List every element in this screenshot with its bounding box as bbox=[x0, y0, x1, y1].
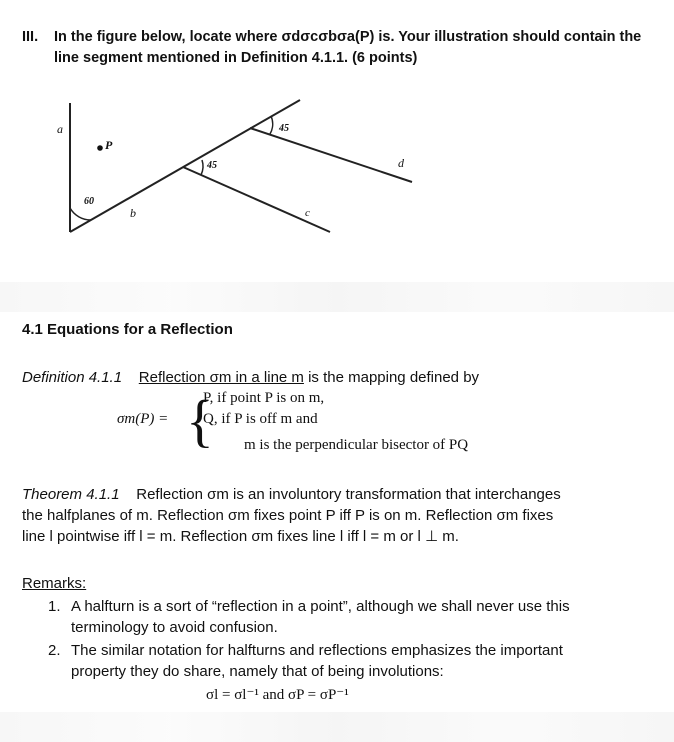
remark-2-line-1: The similar notation for halfturns and reflections emphasizes the important bbox=[71, 642, 563, 659]
label-angle-45-lower: 45 bbox=[207, 160, 217, 171]
remarks-heading: Remarks: bbox=[22, 575, 87, 592]
theorem-text-1: Reflection σm is an involuntory transformation that interchanges bbox=[136, 486, 561, 503]
remark-1-line-2: terminology to avoid confusion. bbox=[71, 619, 278, 636]
label-b: b bbox=[130, 206, 136, 220]
definition-case-3: m is the perpendicular bisector of PQ bbox=[244, 437, 469, 453]
involution-formula: σl = σl⁻¹ and σP = σP⁻¹ bbox=[206, 687, 349, 703]
angle-60-arc bbox=[70, 208, 91, 220]
theorem-line-1 bbox=[22, 484, 561, 505]
remark-2-number: 2. bbox=[48, 642, 61, 659]
definition-rest-text: is the mapping defined by bbox=[303, 369, 480, 386]
definition-lhs: σm(P) = bbox=[117, 411, 169, 427]
theorem-line-2: the halfplanes of m. Reflection σm fixes point P iff P is on m. Reflection σm fixes bbox=[22, 507, 554, 524]
definition-label: Definition 4.1.1 bbox=[22, 369, 123, 386]
remark-2-line-2: property they do share, namely that of being involutions: bbox=[71, 663, 444, 680]
theorem-label: Theorem 4.1.1 bbox=[22, 486, 120, 503]
label-angle-60: 60 bbox=[84, 196, 94, 207]
angle-45-arc-lower bbox=[201, 160, 203, 175]
definition-case-2: Q, if P is off m and bbox=[203, 411, 318, 427]
label-c: c bbox=[305, 207, 310, 219]
definition-underlined-text: Reflection σm in a line m bbox=[138, 369, 304, 386]
line-b bbox=[70, 100, 300, 232]
angle-45-arc-upper bbox=[270, 116, 273, 134]
question-number: III. bbox=[22, 29, 39, 45]
geometry-figure bbox=[0, 0, 674, 260]
question-line-1: In the figure below, locate where σdσcσbσa(P) is. Your illustration should contain the bbox=[54, 29, 642, 45]
label-p: P bbox=[105, 138, 113, 152]
point-p-dot bbox=[97, 145, 103, 151]
question-line-2: line segment mentioned in Definition 4.1.1. (6 points) bbox=[54, 50, 418, 66]
definition-line bbox=[22, 367, 479, 388]
label-angle-45-upper: 45 bbox=[279, 123, 289, 134]
scan-smudge bbox=[0, 712, 674, 742]
label-d: d bbox=[398, 156, 404, 170]
line-c bbox=[183, 167, 330, 232]
remark-1-number: 1. bbox=[48, 598, 61, 615]
definition-brace: { bbox=[186, 388, 214, 453]
label-a: a bbox=[57, 122, 63, 136]
remark-1-line-1: A halfturn is a sort of “reflection in a point”, although we shall never use this bbox=[71, 598, 570, 615]
section-heading: 4.1 Equations for a Reflection bbox=[22, 321, 233, 338]
scan-smudge bbox=[0, 282, 674, 312]
line-d bbox=[250, 128, 412, 182]
definition-case-1: P, if point P is on m, bbox=[203, 390, 325, 406]
theorem-line-3: line l pointwise iff l = m. Reflection σm fixes line l iff l = m or l ⊥ m. bbox=[22, 528, 459, 545]
